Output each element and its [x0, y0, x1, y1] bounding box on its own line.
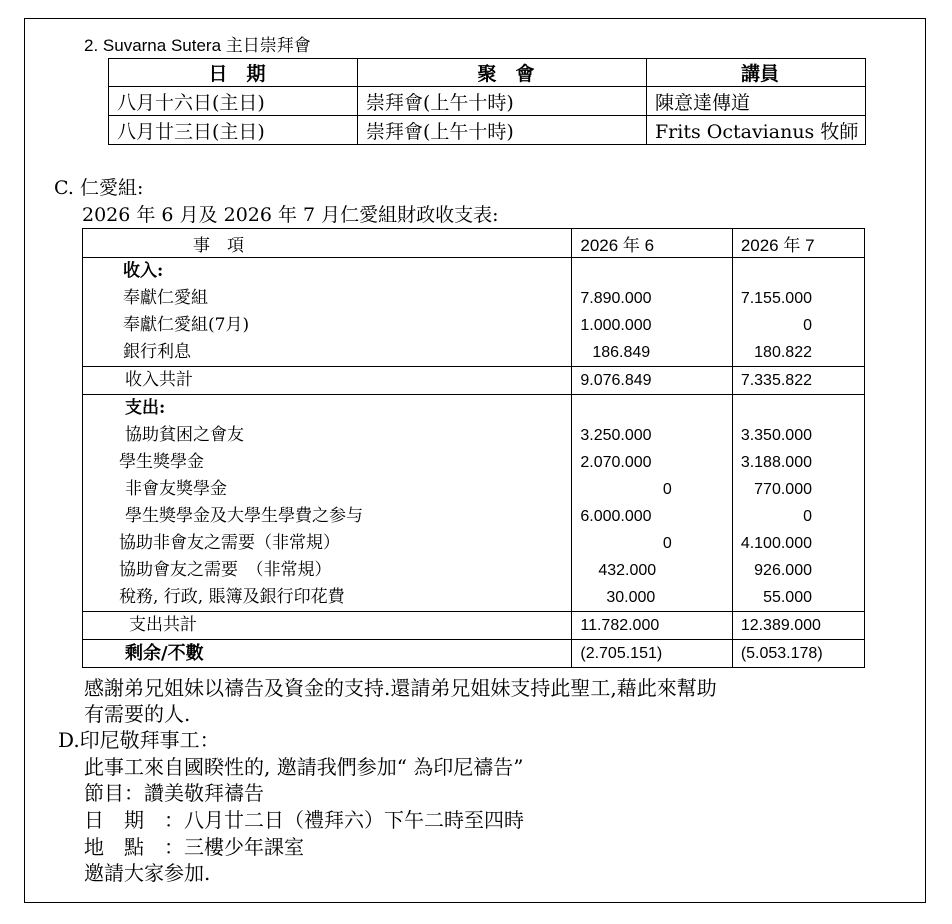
worship-heading: 2. Suvarna Sutera 主日崇拜會 — [84, 36, 311, 55]
expense-m7: 55.000 — [763, 589, 812, 606]
list-item: 銀行利息 — [123, 342, 191, 362]
income-m6: 7.890.000 — [580, 290, 652, 307]
worship-meeting: 崇拜會(上午十時) — [358, 116, 647, 145]
header-meeting: 聚 會 — [358, 59, 647, 87]
income-m6: 1.000.000 — [580, 317, 652, 334]
expense-total-m7: 12.389.000 — [740, 617, 821, 634]
indonesia-line-5: 邀請大家参加. — [84, 861, 211, 885]
list-item: 奉獻仁愛組(7月) — [123, 315, 250, 335]
balance-m7: (5.053.178) — [740, 645, 823, 662]
thanks-line-2: 有需要的人. — [84, 702, 191, 726]
expense-m7: 0 — [803, 508, 812, 525]
expense-total-row — [83, 612, 865, 640]
worship-meeting: 崇拜會(上午十時) — [358, 87, 647, 116]
finance-header-row — [83, 229, 865, 258]
indonesia-line-3: 日 期 ：八月廿二日（禮拜六）下午二時至四時 — [84, 808, 524, 832]
expense-m7: 926.000 — [754, 562, 812, 579]
list-item: 非會友獎學金 — [125, 479, 227, 499]
table-row — [109, 87, 866, 116]
list-item: 協助非會友之需要（非常規） — [119, 533, 340, 553]
worship-speaker: 陳意達傳道 — [647, 87, 866, 116]
expense-m7: 770.000 — [754, 481, 812, 498]
thanks-line-1: 感謝弟兄姐妹以禱告及資金的支持.還請弟兄姐妹支持此聖工,藉此來幫助 — [84, 676, 717, 700]
list-item: 學生獎學金 — [119, 452, 204, 472]
header-item: 事 項 — [193, 235, 244, 256]
income-total-label: 收入共計 — [125, 370, 193, 390]
list-item: 奉獻仁愛組 — [123, 288, 208, 308]
header-date: 日 期 — [109, 59, 358, 87]
list-item: 協助貧困之會友 — [125, 425, 244, 445]
worship-date: 八月廿三日(主日) — [109, 116, 358, 145]
expense-m6: 30.000 — [606, 589, 656, 606]
charity-subheading: 2026 年 6 月及 2026 年 7 月仁愛組財政收支表: — [82, 204, 499, 226]
expense-label: 支出: — [125, 398, 166, 418]
expense-m7: 3.350.000 — [740, 427, 812, 444]
indonesia-line-4: 地 點 ：三樓少年課室 — [84, 835, 304, 859]
balance-label: 剩余/不數 — [125, 643, 204, 664]
expense-m6: 0 — [662, 481, 672, 498]
income-label: 收入: — [123, 261, 164, 281]
worship-speaker: Frits Octavianus 牧師 — [647, 116, 866, 145]
expense-m6: 432.000 — [598, 562, 657, 579]
finance-table — [82, 228, 865, 668]
income-total-m7: 7.335.822 — [740, 372, 812, 389]
worship-header-row — [109, 59, 866, 87]
expense-m7: 4.100.000 — [740, 535, 812, 552]
list-item: 學生獎學金及大學生學費之参与 — [125, 506, 363, 526]
expense-block — [83, 395, 865, 612]
table-row — [109, 116, 866, 145]
income-m6: 186.849 — [592, 344, 651, 361]
income-m7: 7.155.000 — [740, 290, 812, 307]
income-m7: 180.822 — [754, 344, 812, 361]
expense-m6: 0 — [662, 535, 672, 552]
expense-m6: 6.000.000 — [580, 508, 652, 525]
income-total-m6: 9.076.849 — [580, 372, 652, 389]
worship-table — [108, 58, 866, 145]
expense-total-label: 支出共計 — [129, 615, 197, 635]
header-month-6: 2026 年 6 — [572, 229, 732, 258]
list-item: 稅務, 行政, 賬簿及銀行印花費 — [119, 587, 345, 607]
balance-m6: (2.705.151) — [580, 645, 663, 662]
header-speaker: 講員 — [647, 59, 866, 87]
header-month-7: 2026 年 7 — [732, 229, 864, 258]
income-total-row — [83, 367, 865, 395]
expense-m6: 3.250.000 — [580, 427, 652, 444]
list-item: 協助會友之需要 （非常規） — [119, 560, 332, 580]
income-m7: 0 — [803, 317, 812, 334]
indonesia-line-1: 此事工來自國睽性的, 邀請我們参加“ 為印尼禱告” — [84, 755, 524, 779]
indonesia-heading: D.印尼敬拜事工： — [58, 728, 220, 752]
indonesia-line-2: 節目：讚美敬拜禱告 — [84, 781, 264, 805]
expense-m7: 3.188.000 — [740, 454, 812, 471]
balance-row — [83, 640, 865, 668]
expense-total-m6: 11.782.000 — [580, 617, 660, 634]
income-block — [83, 258, 865, 367]
worship-date: 八月十六日(主日) — [109, 87, 358, 116]
charity-heading: C. 仁愛組: — [54, 177, 144, 199]
expense-m6: 2.070.000 — [580, 454, 652, 471]
